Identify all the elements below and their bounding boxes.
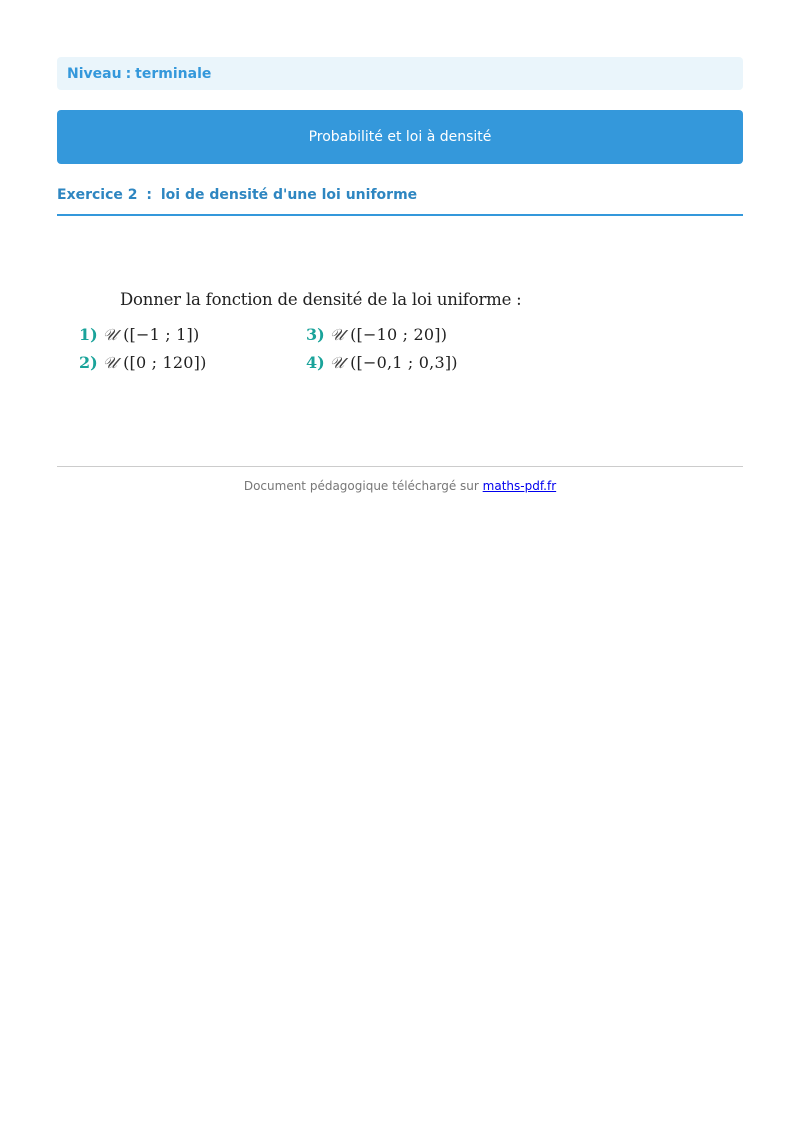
- document-page: [57, 57, 743, 466]
- source-site-link[interactable]: maths-pdf.fr: [482, 479, 557, 493]
- exercise-content: [57, 216, 743, 466]
- item-interval: ([−1 ; 1]): [123, 325, 200, 344]
- exercise-statement: Donner la fonction de densité de la loi uniforme :: [120, 290, 522, 309]
- uniform-law-symbol: 𝒰: [329, 325, 345, 344]
- item-interval: ([0 ; 120]): [123, 353, 207, 372]
- chapter-title-banner: [57, 110, 743, 164]
- uniform-law-symbol: 𝒰: [102, 325, 118, 344]
- exercise-heading: [57, 187, 743, 216]
- level-value: terminale: [135, 65, 212, 82]
- exercise-item-2: [79, 353, 207, 373]
- level-box: [57, 57, 743, 90]
- item-number: 2): [79, 353, 98, 372]
- uniform-law-symbol: 𝒰: [102, 353, 118, 372]
- exercise-label: Exercice 2: [57, 187, 138, 203]
- exercise-item-4: [306, 353, 458, 373]
- exercise-item-3: [306, 325, 447, 345]
- item-number: 4): [306, 353, 325, 372]
- item-interval: ([−0,1 ; 0,3]): [350, 353, 458, 372]
- item-number: 1): [79, 325, 98, 344]
- exercise-title: loi de densité d'une loi uniforme: [160, 187, 418, 203]
- uniform-law-symbol: 𝒰: [329, 353, 345, 372]
- footer-text: Document pédagogique téléchargé sur: [243, 479, 479, 493]
- level-label: Niveau: [67, 65, 122, 82]
- exercise-item-1: [79, 325, 199, 345]
- item-interval: ([−10 ; 20]): [350, 325, 448, 344]
- level-separator: :: [125, 65, 132, 82]
- page-footer: [57, 466, 743, 493]
- item-number: 3): [306, 325, 325, 344]
- exercise-heading-separator: :: [146, 187, 152, 203]
- chapter-title: Probabilité et loi à densité: [308, 129, 492, 145]
